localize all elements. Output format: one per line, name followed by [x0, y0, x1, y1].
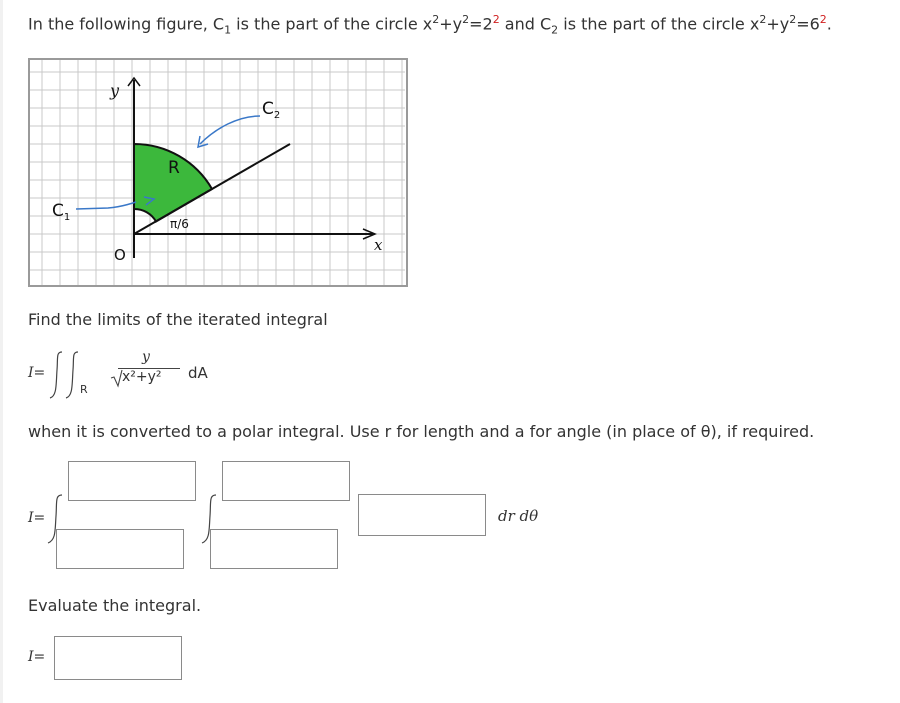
convert-prompt: when it is converted to a polar integral. Use r for length and a for angle (in place of θ), if required.	[28, 422, 815, 441]
x-axis-label: x	[374, 236, 383, 254]
outer-upper-limit-input[interactable]	[68, 461, 196, 501]
region-figure	[28, 58, 408, 287]
integral1-region-sub: R	[80, 383, 88, 396]
integral1-i-label: I=	[28, 365, 46, 381]
outer-lower-limit-input[interactable]	[56, 529, 184, 569]
inner-lower-limit-input[interactable]	[210, 529, 338, 569]
region-label: R	[168, 158, 180, 178]
inner-upper-limit-input[interactable]	[222, 461, 350, 501]
y-axis-label: y	[110, 81, 120, 100]
answer-input[interactable]	[54, 636, 182, 680]
c1-label: $C_1$	[52, 201, 71, 223]
integral2-i-label: I=	[28, 510, 46, 526]
integrand-input[interactable]	[358, 494, 486, 536]
left-border	[0, 0, 3, 703]
evaluate-prompt: Evaluate the integral.	[28, 596, 202, 615]
limits-prompt: Find the limits of the iterated integral	[28, 310, 328, 329]
integrand-numerator: y	[142, 349, 150, 365]
c2-label: $C_2$	[262, 99, 281, 121]
question-text: In the following figure, $C_1$ is the part of the circle $x^2+y^2=2^2$ and $C_2$ is the part of the circle $x^2+y^2=6^2$.	[28, 13, 832, 37]
integral1-dA: dA	[188, 364, 208, 382]
answer-i-label: I=	[28, 649, 46, 665]
integrand-denominator: x²+y²	[122, 369, 162, 385]
differential-label: dr dθ	[498, 507, 539, 525]
origin-label: O	[114, 246, 126, 264]
angle-label: π/6	[170, 217, 189, 231]
